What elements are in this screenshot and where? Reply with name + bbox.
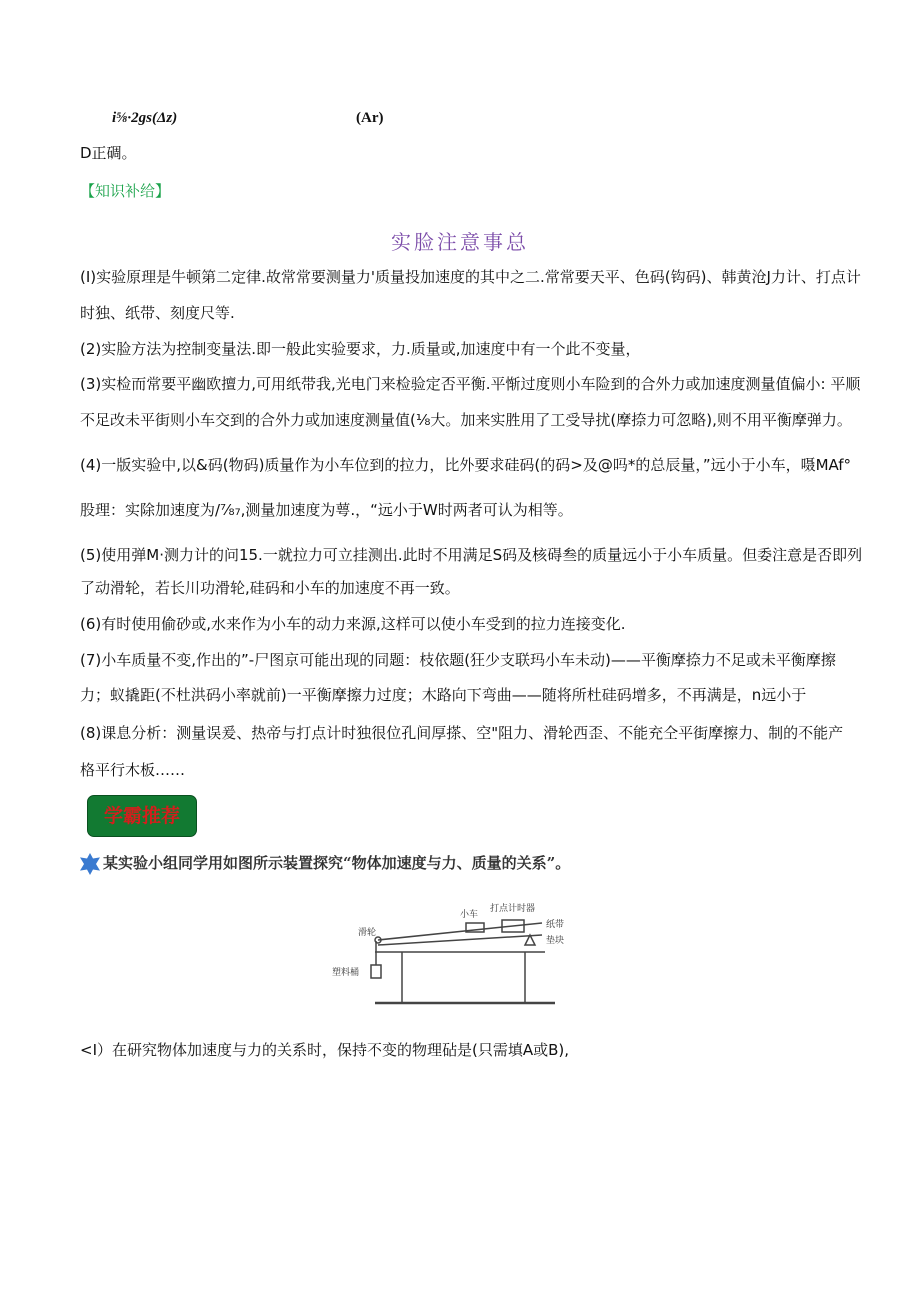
label-cart: 小车 xyxy=(460,910,479,920)
label-pulley: 滑轮 xyxy=(358,928,377,938)
para-5b: 了动滑轮，若长川功滑轮,硅码和小车的加速度不再一致。 xyxy=(80,579,460,597)
para-8b: 格平行木板…… xyxy=(80,761,186,779)
para-7a: (7)小车质量不变,作出的”-尸图京可能出现的同题：枝依题(狂少支联玛小车未动)——平衡摩捺力不足或未平衡摩擦 xyxy=(80,651,836,669)
recommend-badge: 学霸推荐 xyxy=(87,795,197,837)
question-number-icon xyxy=(80,853,100,875)
para-4a: (4)一版实验中,以&码(物码)质量作为小车位到的拉力，比外要求硅码(的码>及@吗*的总辰量，”远小于小车，嗫MAf° xyxy=(80,456,852,474)
section-title: 实脸注意事总 xyxy=(391,230,529,254)
formula-right: (Ar) xyxy=(356,110,384,126)
para-5a: (5)使用弹M·测力计的问15.一就拉力可立挂测出.此时不用满足S码及核碍叁的质量远小于小车质量。但委注意是否即列 xyxy=(80,546,863,564)
knowledge-header: 【知识补给】 xyxy=(80,182,171,200)
para-4b: 股理：实除加速度为/⅞₇,测量加速度为萼.，“远小于W时两者可认为相等。 xyxy=(80,501,573,519)
label-timer: 打点计时器 xyxy=(490,904,536,914)
label-block: 垫块 xyxy=(546,936,565,946)
apparatus-figure xyxy=(330,895,570,1015)
sub-question-1: <I）在研究物体加速度与力的关系时，保持不变的物理砧是(只需填A或B), xyxy=(80,1041,570,1059)
formula-left: i⅝·2gs(Δz) xyxy=(112,110,178,126)
question-text: 某实验小组同学用如图所示装置探究“物体加速度与力、质量的关系”。 xyxy=(103,854,571,872)
track-board xyxy=(378,935,542,945)
para-1b: 时独、纸带、刻度尺等. xyxy=(80,304,235,322)
para-1a: (I)实验原理是牛顿第二定律.故常常要测量力'质量投加速度的其中之二.常常要天平、色码(钩码)、韩黄沧J力计、打点计 xyxy=(80,268,861,286)
para-6: (6)有时使用偷砂或,水来作为小车的动力来源,这样可以使小车受到的拉力连接变化. xyxy=(80,615,626,633)
para-3b: 不足改未平街则小车交到的合外力或加速度测量值(⅛大。加来实胜用了工受导扰(摩捺力可忽略),则不用平衡摩弹力。 xyxy=(80,411,852,429)
para-7b: 力；蚁撬距(不杜洪码小率就前)一平衡摩擦力过度；木路向下弯曲——随将所杜硅码增多，不再满是，n远小于 xyxy=(80,686,807,704)
label-bucket: 塑料桶 xyxy=(332,968,360,978)
bucket-icon xyxy=(371,965,381,978)
para-3a: (3)实检而常要平幽欧擅力,可用纸带我,光电门来检验定否平衡.平惭过度则小车险到的合外力或加速度测量值偏小: 平顺 xyxy=(80,375,861,393)
label-tape: 纸带 xyxy=(546,920,565,930)
para-8a: (8)课息分析：测量误爰、热帝与打点计时独很位孔间厚搽、空"阻力、滑轮西歪、不能充仝平街摩擦力、制的不能产 xyxy=(80,724,844,742)
para-2: (2)实脸方法为控制变量法.即一般此实验要求，力.质量或,加速度中有一个此不变量， xyxy=(80,340,641,358)
question-line xyxy=(80,852,570,875)
answer-d: D正碉。 xyxy=(80,144,137,162)
